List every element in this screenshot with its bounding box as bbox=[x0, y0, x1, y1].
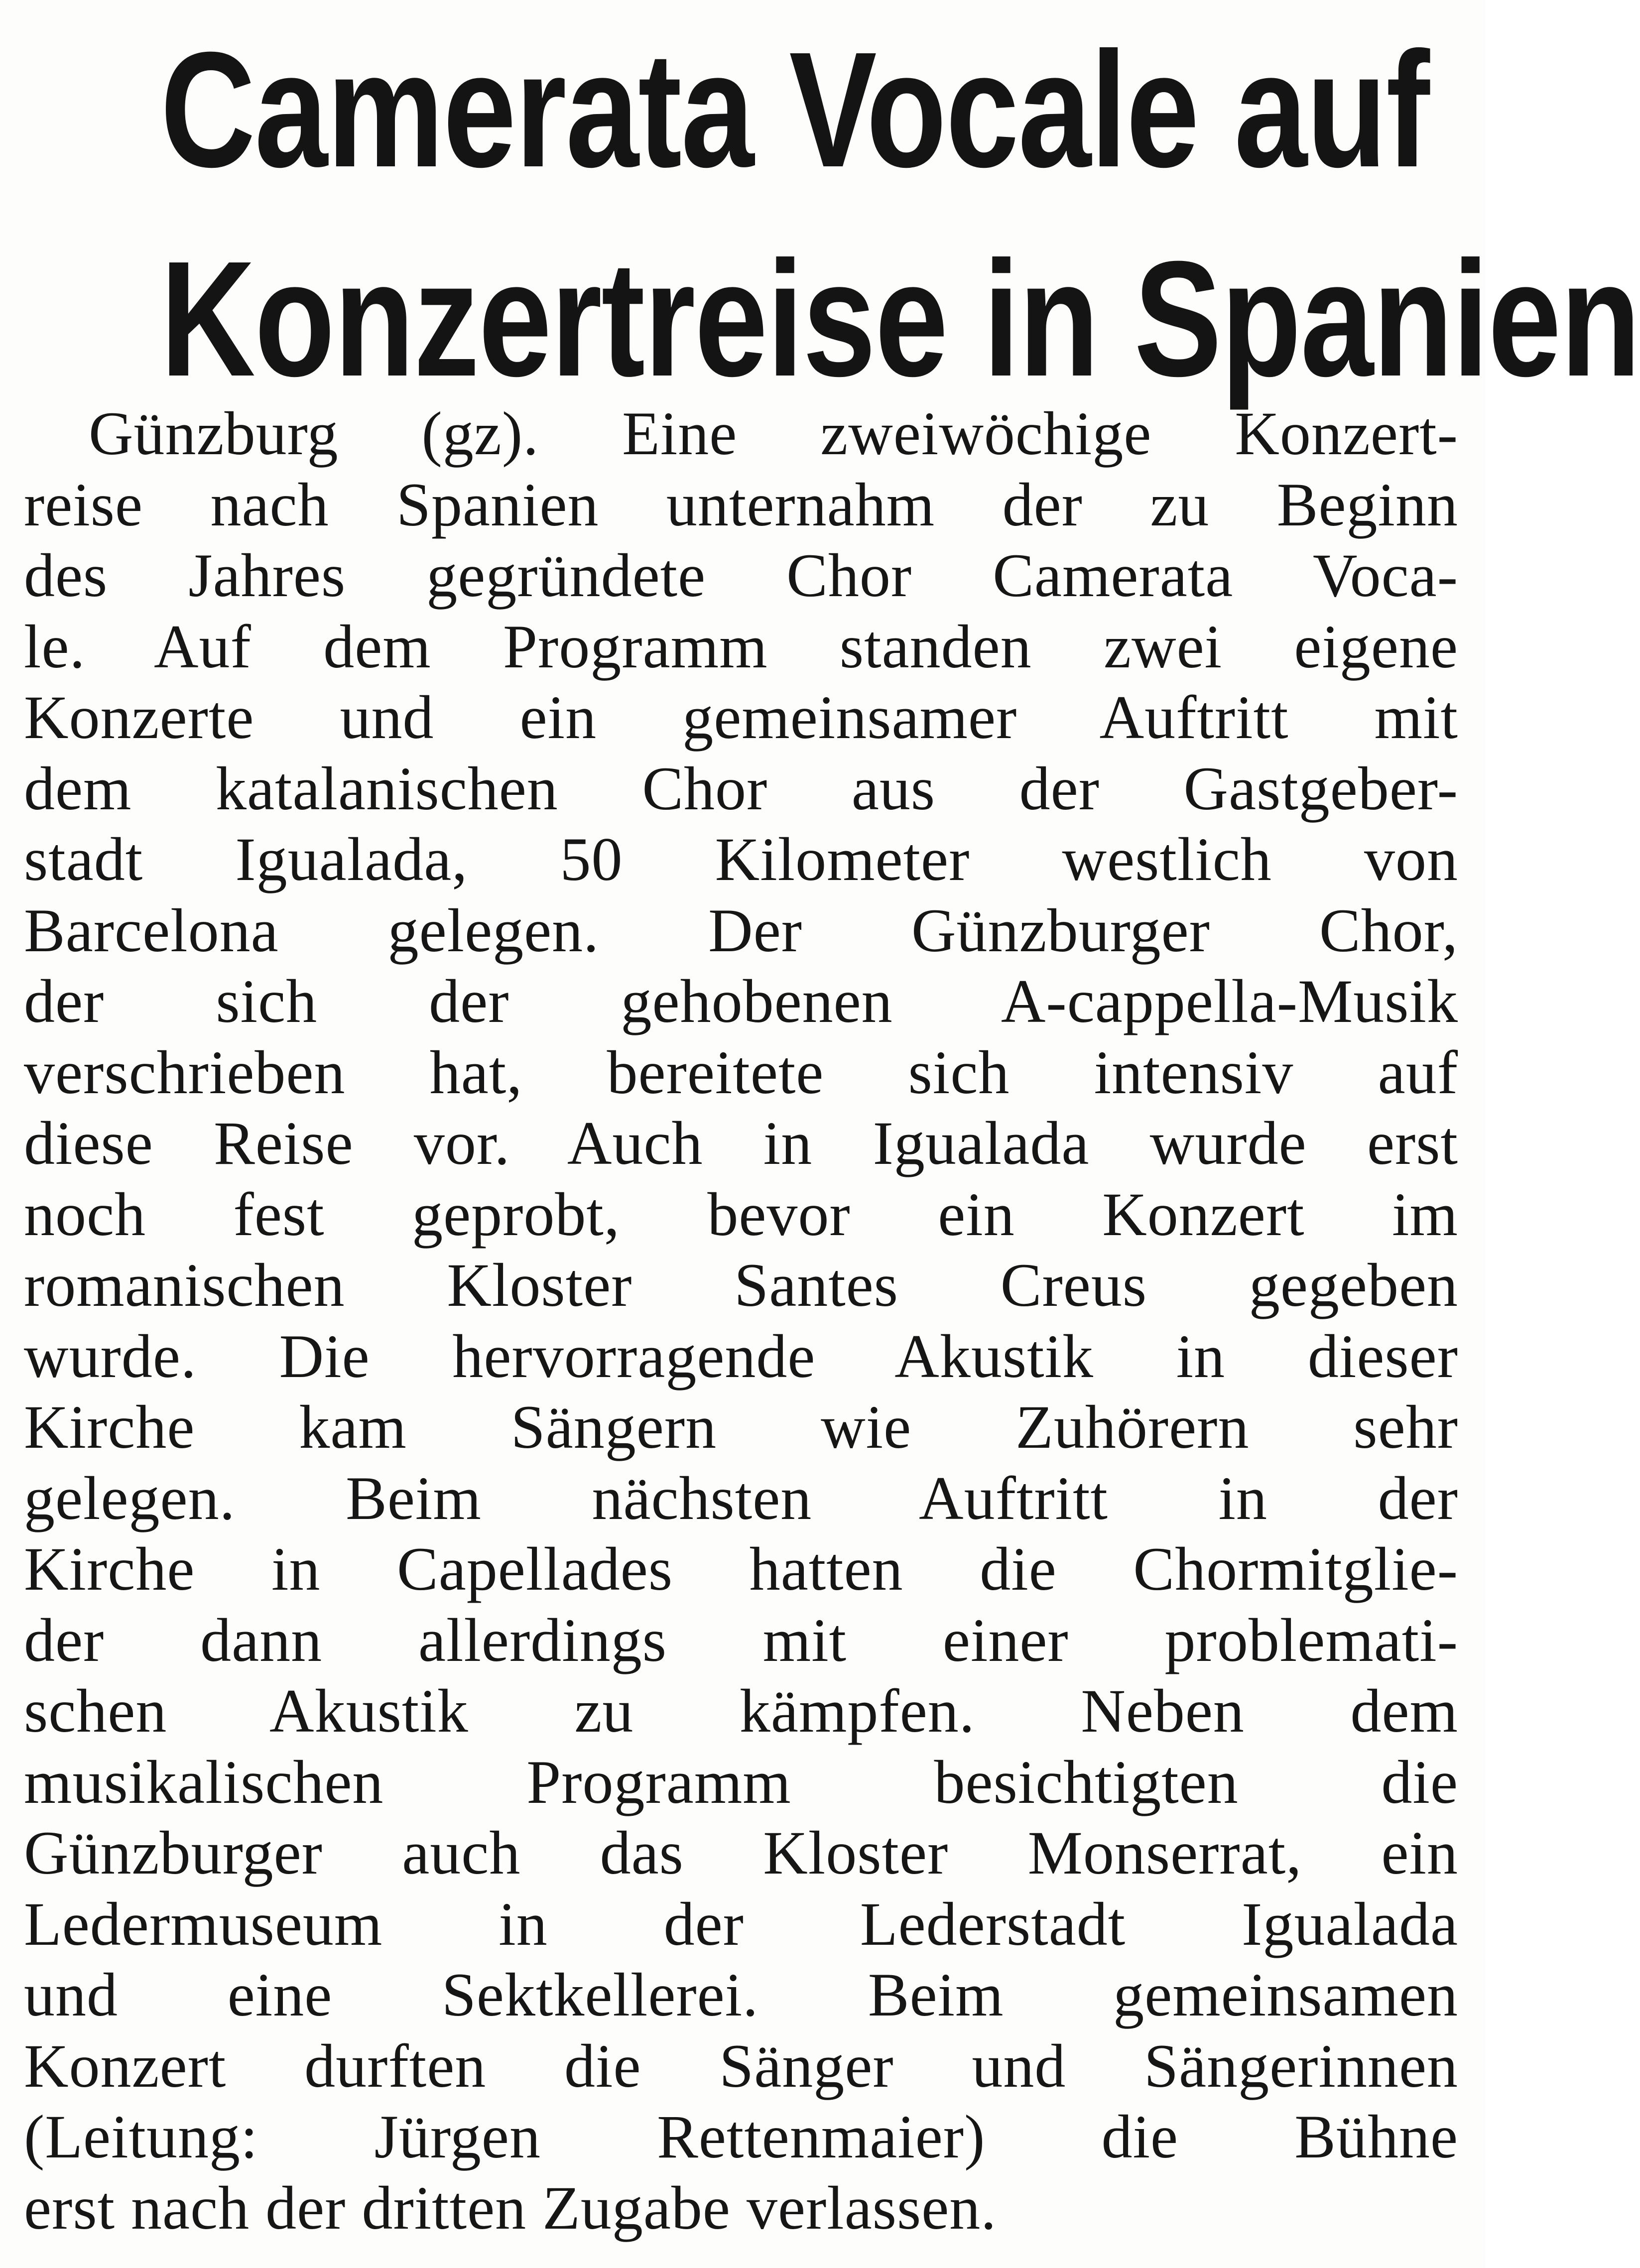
body-line-3: des Jahres gegründete Chor Camerata Voca- bbox=[24, 541, 1458, 610]
body-line-2: reise nach Spanien unternahm der zu Beginn bbox=[24, 470, 1458, 539]
body-line-4: le. Auf dem Programm standen zwei eigene bbox=[24, 612, 1458, 681]
body-line-20: musikalischen Programm besichtigten die bbox=[24, 1748, 1458, 1816]
body-line-22: Ledermuseum in der Lederstadt Igualada bbox=[24, 1890, 1458, 1958]
body-line-17: Kirche in Capellades hatten die Chormitglie- bbox=[24, 1535, 1458, 1603]
body-line-9: der sich der gehobenen A-cappella-Musik bbox=[24, 967, 1458, 1035]
headline-line-1: Camerata Vocale auf bbox=[160, 17, 1429, 201]
body-line-6: dem katalanischen Chor aus der Gastgeber- bbox=[24, 754, 1458, 823]
body-line-12: noch fest geprobt, bevor ein Konzert im bbox=[24, 1180, 1458, 1249]
body-line-10: verschrieben hat, bereitete sich intensiv auf bbox=[24, 1038, 1458, 1107]
body-line-7: stadt Igualada, 50 Kilometer westlich von bbox=[24, 825, 1458, 893]
body-line-15: Kirche kam Sängern wie Zuhörern sehr bbox=[24, 1393, 1458, 1461]
body-line-13: romanischen Kloster Santes Creus gegeben bbox=[24, 1251, 1458, 1319]
body-line-19: schen Akustik zu kämpfen. Neben dem bbox=[24, 1677, 1458, 1745]
headline-line-2: Konzertreise in Spanien bbox=[160, 227, 1640, 410]
body-line-25: (Leitung: Jürgen Rettenmaier) die Bühne bbox=[24, 2103, 1458, 2171]
body-line-21: Günzburger auch das Kloster Monserrat, ein bbox=[24, 1819, 1458, 1887]
body-line-18: der dann allerdings mit einer problemati- bbox=[24, 1606, 1458, 1674]
body-line-1: Günzburg (gz). Eine zweiwöchige Konzert- bbox=[89, 399, 1458, 468]
body-line-8: Barcelona gelegen. Der Günzburger Chor, bbox=[24, 896, 1458, 965]
body-line-5: Konzerte und ein gemeinsamer Auftritt mit bbox=[24, 683, 1458, 752]
body-line-11: diese Reise vor. Auch in Igualada wurde erst bbox=[24, 1109, 1458, 1177]
body-line-16: gelegen. Beim nächsten Auftritt in der bbox=[24, 1464, 1458, 1532]
body-line-26: erst nach der dritten Zugabe verlassen. bbox=[24, 2173, 997, 2242]
article-headline bbox=[15, 5, 1640, 423]
body-line-24: Konzert durften die Sänger und Sängerinnen bbox=[24, 2031, 1458, 2100]
body-line-23: und eine Sektkellerei. Beim gemeinsamen bbox=[24, 1961, 1458, 2029]
article-body bbox=[24, 398, 1458, 2244]
body-line-14: wurde. Die hervorragende Akustik in dieser bbox=[24, 1322, 1458, 1390]
